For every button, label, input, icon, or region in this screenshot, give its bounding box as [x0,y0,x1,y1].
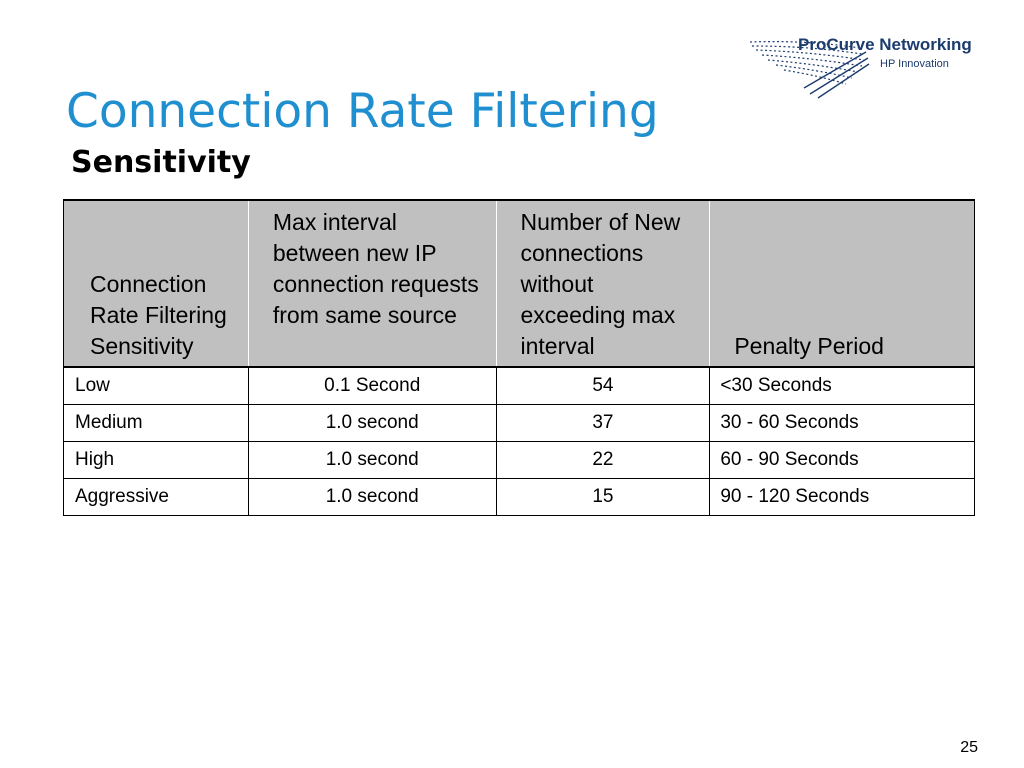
slide-subtitle: Sensitivity [71,145,251,180]
table-header-row [64,200,975,367]
cell-penalty-period: 90 - 120 Seconds [710,479,975,516]
procurve-logo [748,30,988,110]
cell-new-connections: 15 [496,479,710,516]
slide-title: Connection Rate Filtering [66,84,659,139]
cell-sensitivity: Aggressive [64,479,249,516]
header-sensitivity: Connection Rate Filtering Sensitivity [64,200,249,367]
header-max-interval: Max interval between new IP connection requests from same source [248,200,496,367]
table-row [64,367,975,405]
table-row [64,405,975,442]
cell-new-connections: 37 [496,405,710,442]
header-new-connections: Number of New connections without exceeding max interval [496,200,710,367]
cell-max-interval: 0.1 Second [248,367,496,405]
cell-penalty-period: <30 Seconds [710,367,975,405]
cell-sensitivity: Low [64,367,249,405]
cell-new-connections: 22 [496,442,710,479]
cell-penalty-period: 60 - 90 Seconds [710,442,975,479]
cell-max-interval: 1.0 second [248,405,496,442]
table-row [64,479,975,516]
header-penalty-period: Penalty Period [710,200,975,367]
sensitivity-table [63,199,975,516]
cell-new-connections: 54 [496,367,710,405]
cell-sensitivity: High [64,442,249,479]
page-number: 25 [960,739,978,756]
cell-max-interval: 1.0 second [248,479,496,516]
logo-brand-text: ProCurve Networking [798,35,972,54]
cell-penalty-period: 30 - 60 Seconds [710,405,975,442]
logo-tagline: HP Innovation [880,58,949,70]
cell-sensitivity: Medium [64,405,249,442]
table-row [64,442,975,479]
cell-max-interval: 1.0 second [248,442,496,479]
